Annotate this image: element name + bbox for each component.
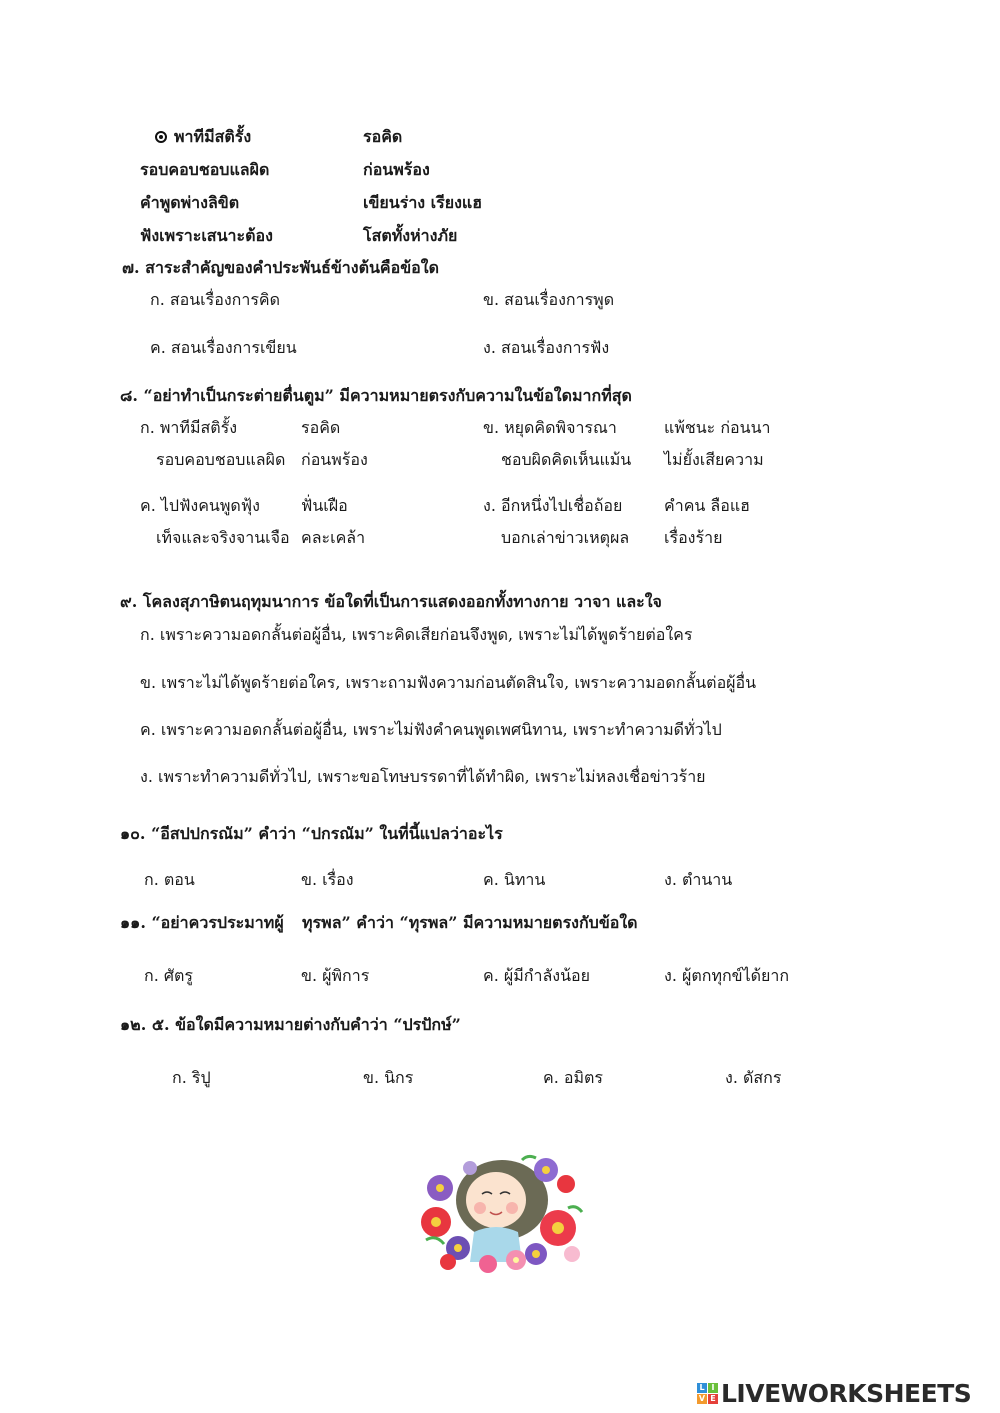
- q11-option-b[interactable]: ข. ผู้พิการ: [301, 966, 370, 985]
- q8-option-d-line2-left: บอกเล่าข่าวเหตุผล: [501, 528, 630, 547]
- q11-option-d[interactable]: ง. ผู้ตกทุกข์ได้ยาก: [664, 966, 790, 985]
- liveworksheets-logo[interactable]: [697, 1377, 971, 1409]
- q8-option-a-line1-left: ก. พาทีมีสติรั้ง: [140, 418, 238, 437]
- q8-option-d-line1-right: คำคน ลือแฮ: [664, 496, 750, 515]
- logo-mark-v: V: [698, 1393, 706, 1403]
- q10-option-c[interactable]: ค. นิทาน: [483, 870, 546, 889]
- q8-option-b-line1-right: แพ้ชนะ ก่อนนา: [664, 418, 771, 437]
- logo-mark-l: L: [697, 1383, 707, 1393]
- poem-line-4-left: ฟังเพราะเสนาะต้อง: [140, 226, 273, 245]
- q7-option-c[interactable]: ค. สอนเรื่องการเขียน: [150, 338, 297, 357]
- q9-option-a[interactable]: ก. เพราะความอดกลั้นต่อผู้อื่น, เพราะคิดเสียก่อนจึงพูด, เพราะไม่ได้พูดร้ายต่อใคร: [140, 625, 693, 644]
- cheek-right: [506, 1202, 518, 1214]
- q7-option-d[interactable]: ง. สอนเรื่องการฟัง: [483, 338, 610, 357]
- q8-option-a-line2-left: รอบคอบชอบแลผิด: [156, 450, 286, 469]
- q8-option-d-line2-right: เรื่องร้าย: [664, 528, 723, 547]
- logo-mark-e: E: [708, 1394, 718, 1404]
- q8-option-d-line1-left: ง. อีกหนึ่งไปเชื่อถ้อย: [483, 496, 623, 515]
- question-11-part-2: ทุรพล” คำว่า “ทุรพล” มีความหมายตรงกับข้อใด: [302, 913, 638, 932]
- q12-option-c[interactable]: ค. อมิตร: [543, 1068, 604, 1087]
- q10-option-b[interactable]: ข. เรื่อง: [301, 870, 354, 889]
- face-shape: [466, 1172, 526, 1228]
- q11-option-c[interactable]: ค. ผู้มีกำลังน้อย: [483, 966, 591, 985]
- q10-option-a[interactable]: ก. ตอน: [144, 870, 195, 889]
- question-7: ๗. สาระสำคัญของคำประพันธ์ข้างต้นคือข้อใด: [122, 258, 439, 277]
- poem-line-4-right: โสตทั้งห่างภัย: [363, 226, 458, 245]
- q7-option-a[interactable]: ก. สอนเรื่องการคิด: [150, 290, 281, 309]
- logo-text: LIVEWORKSHEETS: [721, 1378, 972, 1408]
- poem-line-3-right: เขียนร่าง เรียงแฮ: [363, 193, 483, 212]
- cheek-left: [474, 1202, 486, 1214]
- q12-option-d[interactable]: ง. ดัสกร: [725, 1068, 782, 1087]
- girl-with-flowers-illustration: [418, 1150, 588, 1278]
- poem-line-1-right: รอคิด: [363, 127, 403, 146]
- logo-mark-icon: [697, 1383, 718, 1404]
- poem-line-3-left: คำพูดพ่างลิขิต: [140, 193, 240, 212]
- q8-option-a-line2-right: ก่อนพร้อง: [301, 450, 368, 469]
- q8-option-b-line2-right: ไม่ยั้งเสียความ: [664, 450, 764, 469]
- logo-mark-i: I: [708, 1383, 718, 1393]
- poem-line-1-left: พาทีมีสติรั้ง: [174, 127, 252, 146]
- q9-option-b[interactable]: ข. เพราะไม่ได้พูดร้ายต่อใคร, เพราะถามฟังความก่อนตัดสินใจ, เพราะความอดกลั้นต่อผู้อื่น: [140, 673, 757, 692]
- q9-option-c[interactable]: ค. เพราะความอดกลั้นต่อผู้อื่น, เพราะไม่ฟังคำคนพูดเพศนิทาน, เพราะทำความดีทั่วไป: [140, 720, 722, 739]
- question-8: ๘. “อย่าทำเป็นกระต่ายตื่นตูม” มีความหมายตรงกับความในข้อใดมากที่สุด: [120, 386, 632, 405]
- q10-option-d[interactable]: ง. ตำนาน: [664, 870, 733, 889]
- q8-option-c-line2-left: เท็จและจริงจานเจือ: [156, 528, 290, 547]
- q8-option-a-line1-right: รอคิด: [301, 418, 341, 437]
- question-9: ๙. โคลงสุภาษิตนฤทุมนาการ ข้อใดที่เป็นการแสดงออกทั้งทางกาย วาจา และใจ: [120, 592, 662, 611]
- q8-option-c-line2-right: คละเคล้า: [301, 528, 366, 547]
- poem-line-2-left: รอบคอบชอบแลผิด: [140, 160, 270, 179]
- q8-option-b-line1-left: ข. หยุดคิดพิจารณา: [483, 418, 617, 437]
- question-12: ๑๒. ๕. ข้อใดมีความหมายต่างกับคำว่า “ปรปักษ์”: [120, 1015, 461, 1034]
- poem-radio-button[interactable]: [155, 131, 167, 143]
- question-10: ๑๐. “อีสปปกรณัม” คำว่า “ปกรณัม” ในที่นี้แปลว่าอะไร: [120, 824, 503, 843]
- q12-option-a[interactable]: ก. ริปู: [172, 1068, 211, 1087]
- q9-option-d[interactable]: ง. เพราะทำความดีทั่วไป, เพราะขอโทษบรรดาที่ได้ทำผิด, เพราะไม่หลงเชื่อข่าวร้าย: [140, 767, 706, 786]
- q11-option-a[interactable]: ก. ศัตรู: [144, 966, 193, 985]
- question-11-part-1: ๑๑. “อย่าควรประมาทผู้: [120, 913, 284, 932]
- q12-option-b[interactable]: ข. นิกร: [363, 1068, 414, 1087]
- q8-option-c-line1-right: ฟั่นเฝือ: [301, 496, 348, 515]
- q7-option-b[interactable]: ข. สอนเรื่องการพูด: [483, 290, 615, 309]
- q8-option-b-line2-left: ชอบผิดคิดเห็นแม้น: [501, 450, 632, 469]
- q8-option-c-line1-left: ค. ไปฟังคนพูดฟุ้ง: [140, 496, 260, 515]
- poem-line-2-right: ก่อนพร้อง: [363, 160, 430, 179]
